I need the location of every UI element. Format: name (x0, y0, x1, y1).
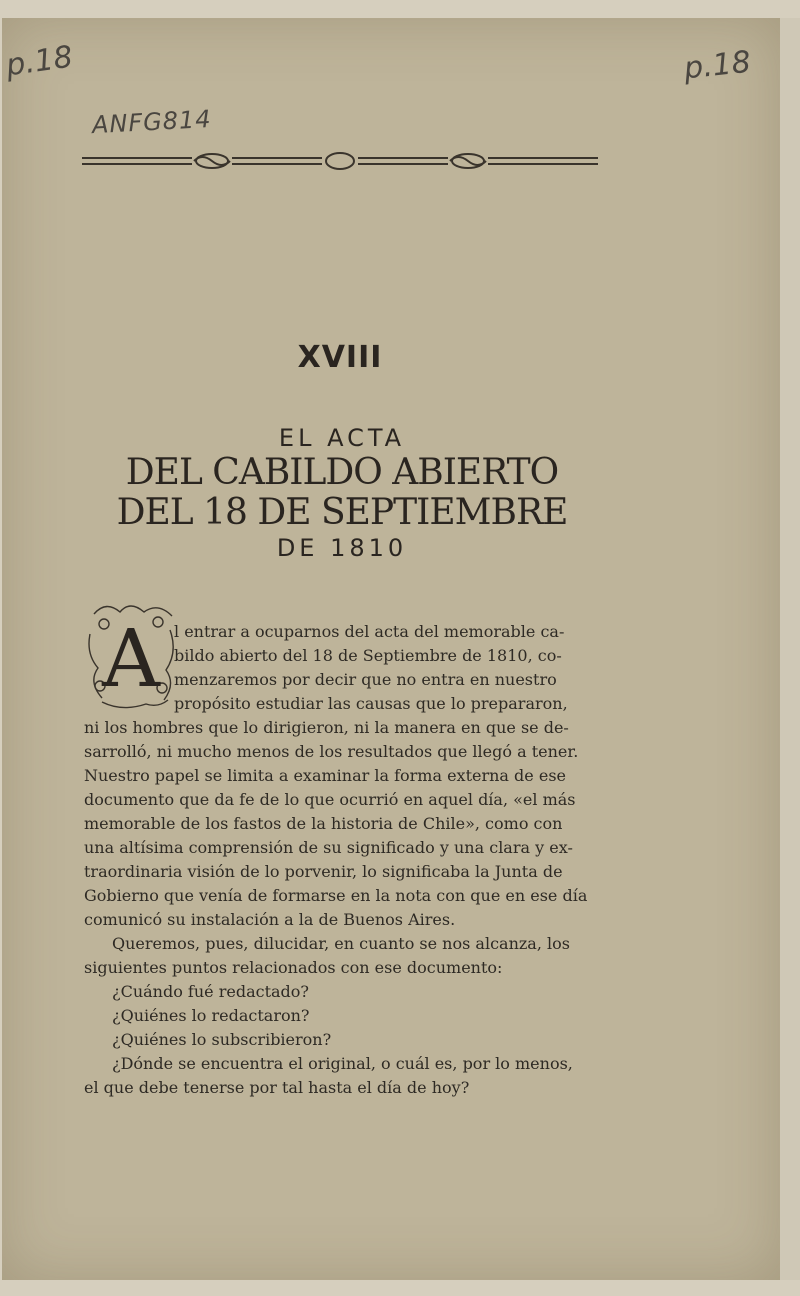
title-line-3: DEL 18 DE SEPTIEMBRE (116, 492, 568, 533)
body-line-7: Nuestro papel se limita a examinar la forma externa de ese (84, 766, 566, 785)
body-line-14: Queremos, pues, dilucidar, en cuanto se nos alcanza, los (112, 934, 570, 953)
title-line-2: DEL CABILDO ABIERTO (125, 452, 559, 493)
body-line-11: traordinaria visión de lo porvenir, lo significaba la Junta de (84, 862, 563, 881)
chapter-number: XVIII (297, 340, 383, 375)
title-line-1: EL ACTA (278, 424, 406, 452)
body-line-8: documento que da fe de lo que ocurrió en aquel día, «el más (84, 790, 576, 809)
question-1: ¿Cuándo fué redactado? (112, 982, 309, 1001)
body-line-2: bildo abierto del 18 de Septiembre de 1810, co- (174, 646, 562, 665)
body-line-13: comunicó su instalación a la de Buenos Aires. (84, 910, 456, 929)
body-line-9: memorable de los fastos de la historia de Chile», como con (84, 814, 563, 833)
body-line-1: l entrar a ocuparnos del acta del memorable ca- (174, 622, 565, 641)
question-2: ¿Quiénes lo redactaron? (112, 1006, 310, 1025)
body-line-10: una altísima comprensión de su significado y una clara y ex- (84, 838, 573, 857)
title-line-4: DE 1810 (276, 534, 408, 562)
body-line-6: sarrolló, ni mucho menos de los resultados que llegó a tener. (84, 742, 579, 761)
drop-cap-letter: A (102, 612, 160, 705)
shelf-mark: ANFG814 (91, 104, 213, 140)
body-line-3: menzaremos por decir que no entra en nuestro (174, 670, 557, 689)
body-line-4: propósito estudiar las causas que lo prepararon, (174, 694, 568, 713)
body-line-12: Gobierno que venía de formarse en la nota con que en ese día (84, 886, 588, 905)
question-4: ¿Dónde se encuentra el original, o cuál es, por lo menos, (112, 1054, 573, 1073)
decorated-drop-cap (84, 594, 178, 712)
question-3: ¿Quiénes lo subscribieron? (112, 1030, 332, 1049)
body-line-5: ni los hombres que lo dirigieron, ni la manera en que se de- (84, 718, 569, 737)
page-mark-left: p.18 (3, 39, 75, 84)
body-line-15: siguientes puntos relacionados con ese documento: (84, 958, 503, 977)
ornamental-rule (82, 150, 598, 172)
page-mark-right: p.18 (682, 44, 753, 87)
question-4-continued: el que debe tenerse por tal hasta el día de hoy? (84, 1078, 470, 1097)
page-edge (780, 18, 800, 1280)
